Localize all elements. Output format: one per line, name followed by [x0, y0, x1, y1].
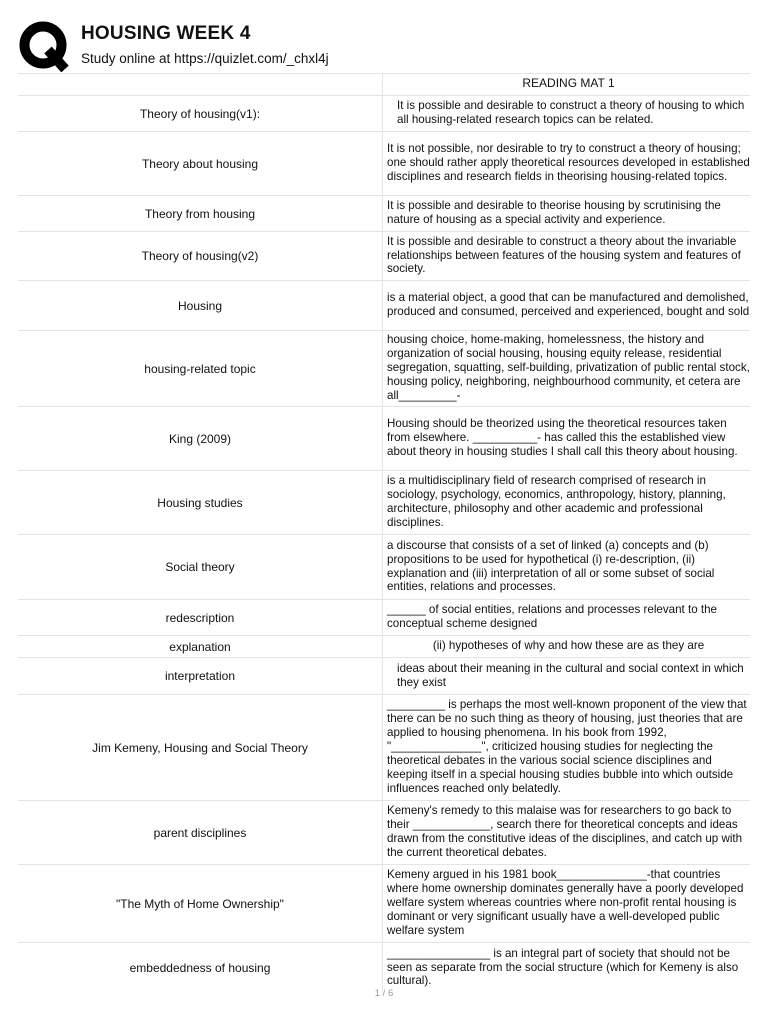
card-definition: ideas about their meaning in the cultural and social context in which they exist	[382, 658, 750, 694]
page-number: 1 / 6	[374, 988, 394, 999]
table-row	[18, 658, 750, 695]
card-term: interpretation	[164, 669, 236, 683]
card-definition: a discourse that consists of a set of linked (a) concepts and (b) propositions to be used for hypothetical (i) re-description, (ii) explanation and (iii) interpretation of all or some subset of social entities, relations and processes.	[382, 535, 750, 599]
card-term: redescription	[165, 610, 235, 625]
card-definition: It is not possible, nor desirable to try to construct a theory of housing; one should rather apply theoretical resources developed in established disciplines and research fields in theorising housing-related topics.	[382, 132, 750, 195]
card-term: Theory of housing(v2)	[141, 249, 259, 263]
page-header	[18, 18, 758, 74]
section-blank-cell	[18, 74, 382, 95]
table-row	[18, 636, 750, 658]
table-row	[18, 695, 750, 801]
card-definition: It is possible and desirable to theorise housing by scrutinising the nature of housing as a special activity and experience.	[382, 196, 750, 231]
card-definition: is a multidisciplinary field of research comprised of research in sociology, psychology, economics, anthropology, history, planning, architecture, philosophy and other academic and professional disciplines.	[382, 471, 750, 534]
table-row	[18, 600, 750, 636]
card-definition: Housing should be theorized using the theoretical resources taken from elsewhere. __________- has called this the established view about theory in housing studies I shall call this theory about housing.	[382, 407, 750, 470]
card-term: explanation	[169, 639, 231, 654]
card-definition: It is possible and desirable to construct a theory of housing to which all housing-related research topics can be related.	[382, 96, 750, 131]
table-row	[18, 801, 750, 865]
quizlet-logo-icon	[18, 20, 70, 72]
table-row	[18, 132, 750, 196]
table-row	[18, 535, 750, 600]
card-term: Social theory	[165, 560, 235, 574]
section-header-row	[18, 73, 750, 96]
card-term: Housing studies	[157, 495, 243, 510]
table-row	[18, 281, 750, 331]
card-definition: _________ is perhaps the most well-known proponent of the view that there can be no such thing as theory of housing, just theories that are applied to housing phenomena. In his book from 1992, "______________", criticized housing studies for neglecting the theoretical debates in the various social science disciplines and keeping itself in a special housing studies bubble into which outside influences reached only belatedly.	[382, 695, 750, 800]
card-term: Jim Kemeny, Housing and Social Theory	[92, 740, 308, 755]
card-term: Theory about housing	[141, 156, 259, 171]
table-row	[18, 331, 750, 407]
table-row	[18, 232, 750, 281]
table-row	[18, 865, 750, 943]
card-term: embeddedness of housing	[129, 961, 271, 975]
study-online-link[interactable]: Study online at https://quizlet.com/_chxl4j	[81, 51, 329, 66]
card-definition: housing choice, home-making, homelessness, the history and organization of social housing, housing equity release, residential segregation, squatting, self-building, privatization of public rental stock, housing policy, neighboring, neighbourhood community, et cetera are all_________-	[382, 331, 750, 406]
card-definition: is a material object, a good that can be manufactured and demolished, produced and consumed, perceived and experienced, bought and sold	[382, 281, 750, 330]
table-row	[18, 471, 750, 535]
card-term: housing-related topic	[144, 361, 256, 376]
card-term: Theory from housing	[144, 206, 256, 221]
card-term: King (2009)	[168, 431, 232, 446]
table-row	[18, 96, 750, 132]
card-definition: Kemeny's remedy to this malaise was for researchers to go back to their ____________, search there for theoretical concepts and ideas drawn from the constitutive ideas of the disciplines, and catch up with the current theoretical debates.	[382, 801, 750, 864]
card-definition: ______ of social entities, relations and processes relevant to the conceptual scheme designed	[382, 600, 750, 635]
card-definition: ________________ is an integral part of society that should not be seen as separate from the social structure (which for Kemeny is also cultural).	[382, 943, 750, 993]
card-term: Theory of housing(v1):	[139, 106, 261, 121]
table-row	[18, 407, 750, 471]
card-definition: It is possible and desirable to construct a theory about the invariable relationships between features of the housing system and features of society.	[382, 232, 750, 280]
page-title: HOUSING WEEK 4	[81, 23, 251, 44]
card-term: "The Myth of Home Ownership"	[116, 896, 284, 911]
flashcard-table	[18, 73, 750, 993]
section-title: READING MAT 1	[382, 74, 750, 95]
card-definition: Kemeny argued in his 1981 book______________-that countries where home ownership dominates generally have a poorly developed welfare system whereas countries where non-profit rental housing is dominant or very significant usually have a well-developed public welfare system	[382, 865, 750, 942]
table-row	[18, 196, 750, 232]
card-definition: (ii) hypotheses of why and how these are as they are	[382, 636, 750, 657]
card-term: Housing	[177, 298, 223, 313]
card-term: parent disciplines	[153, 825, 247, 840]
table-row	[18, 943, 750, 993]
